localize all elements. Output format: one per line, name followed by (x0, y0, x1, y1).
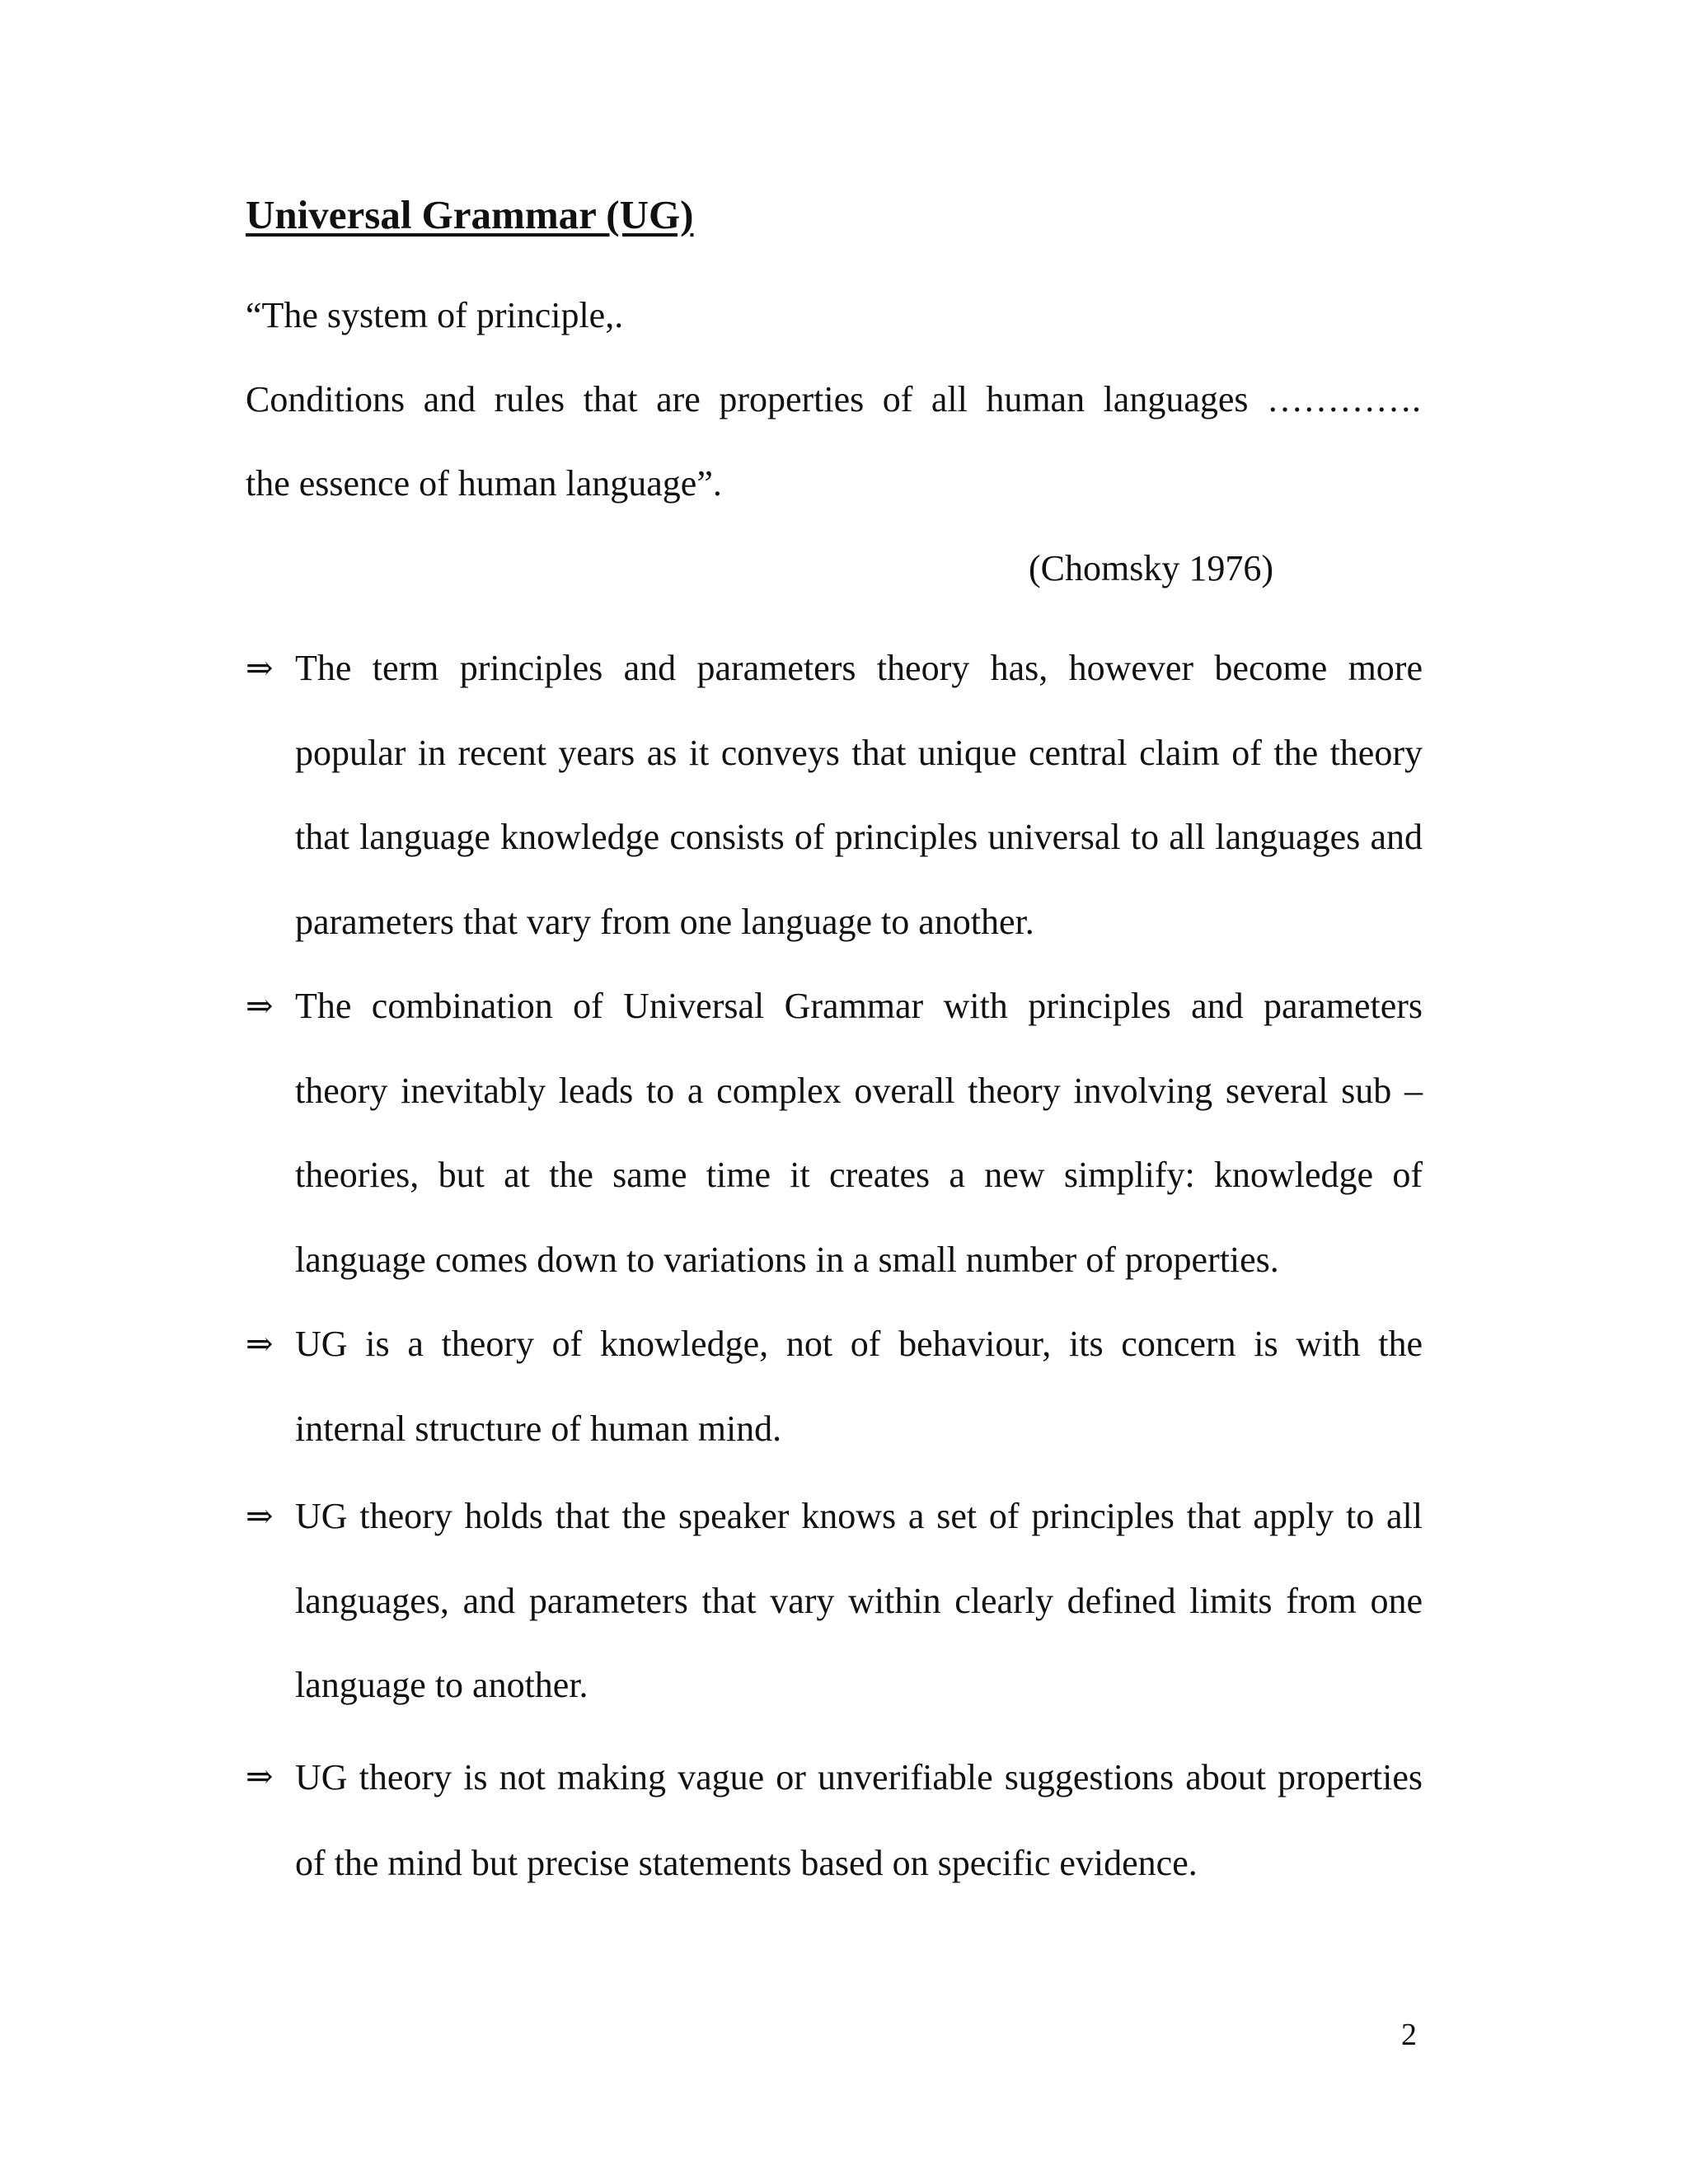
double-right-arrow-icon: ⇒ (246, 649, 274, 687)
double-right-arrow-icon: ⇒ (246, 987, 274, 1025)
quote-citation: (Chomsky 1976) (1029, 548, 1273, 588)
bullet-list (246, 626, 1423, 1906)
bullet-item (246, 1302, 1423, 1471)
quote-line-1: “The system of principle,. (246, 295, 624, 335)
bullet-item (246, 964, 1423, 1302)
double-right-arrow-icon: ⇒ (246, 1325, 274, 1363)
bullet-text: UG theory is not making vague or unverifiable suggestions about properties of the mind but precise statements based on specific evidence. (295, 1756, 1423, 1883)
quote-line-3: the essence of human language”. (246, 463, 722, 504)
quote-line-2: Conditions and rules that are properties of all human languages …………. (246, 379, 1421, 419)
page-title: Universal Grammar (UG) (246, 192, 694, 237)
bullet-text: The term principles and parameters theory has, however become more popular in recent years as it conveys that unique central claim of the theory that language knowledge consists of principles universal to all languages and parameters that vary from one language to another. (295, 648, 1423, 942)
bullet-item (246, 626, 1423, 964)
page-number: 2 (1401, 2018, 1417, 2052)
bullet-item (246, 1474, 1423, 1728)
bullet-item (246, 1735, 1423, 1906)
bullet-text: The combination of Universal Grammar with principles and parameters theory inevitably leads to a complex overall theory involving several sub – theories, but at the same time it creates a new simplify: knowledge of language comes down to variations in a small number of properties. (295, 986, 1423, 1280)
bullet-text: UG theory holds that the speaker knows a set of principles that apply to all languages, and parameters that vary within clearly defined limits from one language to another. (295, 1496, 1423, 1705)
bullet-text: UG is a theory of knowledge, not of behaviour, its concern is with the internal structure of human mind. (295, 1324, 1423, 1449)
double-right-arrow-icon: ⇒ (246, 1497, 274, 1535)
double-right-arrow-icon: ⇒ (246, 1757, 274, 1796)
